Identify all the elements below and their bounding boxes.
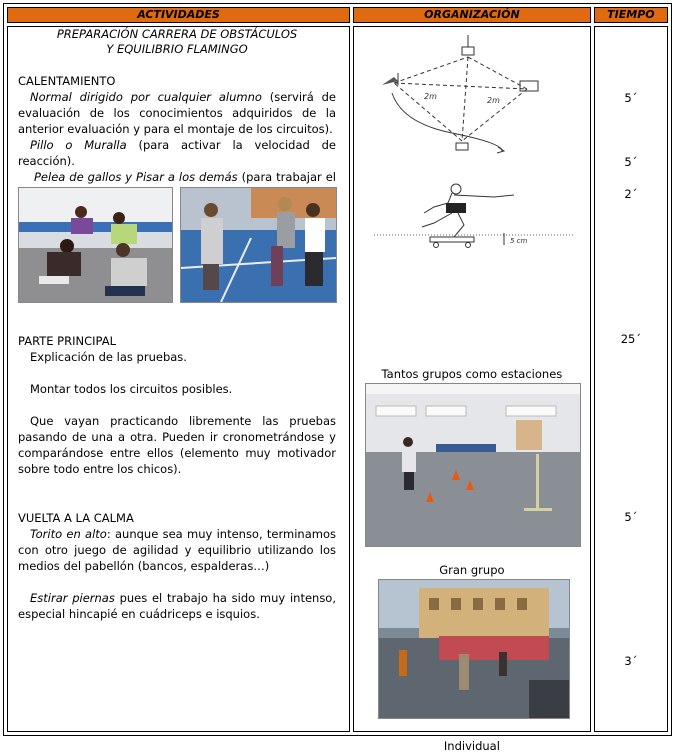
time-value: 2´ xyxy=(624,187,638,201)
time-value: 5´ xyxy=(624,510,638,524)
session-title xyxy=(8,27,346,57)
cooldown-item-1-text: : aunque sea muy intenso, terminamos con otro juego de agilidad y equilibrio utilizando los medios del pabellón (bancos, espalderas…) xyxy=(18,527,336,573)
warmup-heading: CALENTAMIENTO xyxy=(18,74,116,88)
warmup-item-1-text: (servirá de evaluación de los conocimientos adquiridos de la anterior evaluación y para el montaje de los circuitos). xyxy=(18,90,336,136)
main-heading: PARTE PRINCIPAL xyxy=(18,334,116,348)
photo-gym-stations xyxy=(365,383,581,547)
cooldown-item-2-name: Estirar piernas xyxy=(30,591,115,605)
header-organization: ORGANIZACIÓN xyxy=(353,7,591,23)
main-paragraph-1: Explicación de las pruebas. xyxy=(30,350,187,364)
main-section xyxy=(18,333,336,477)
cooldown-section xyxy=(18,510,336,622)
main-paragraph-3: Que vayan practicando libremente las pruebas pasando de una a otra. Pueden ir cronometrándose y comparándose entre ellos (elemento muy motivador sobre todo entre los chicos). xyxy=(18,414,336,476)
diagram-label-left: 2m xyxy=(424,92,437,101)
cooldown-item-1 xyxy=(18,526,336,574)
field-diagram xyxy=(362,33,582,163)
organization-cell xyxy=(353,26,591,753)
caption-stations: Tantos grupos como estaciones xyxy=(381,367,563,381)
time-value: 3´ xyxy=(624,654,638,668)
cooldown-item-2-text: pues el trabajo ha sido muy intenso, especial hincapié en cuádriceps e isquios. xyxy=(18,591,337,621)
warmup-item-3-name: Pelea de gallos y Pisar a los demás xyxy=(34,170,238,184)
warmup-item-3-text: (para trabajar el xyxy=(241,170,336,184)
activities-cell xyxy=(7,26,350,732)
time-value: 5´ xyxy=(624,155,638,169)
cooldown-heading: VUELTA A LA CALMA xyxy=(18,511,134,525)
lesson-plan-table xyxy=(3,3,672,753)
warmup-item-2-name: Pillo o Muralla xyxy=(30,138,127,152)
caption-individual: Individual xyxy=(443,739,500,753)
header-time: TIEMPO xyxy=(594,7,668,23)
time-value: 25´ xyxy=(620,332,642,346)
session-title-line2: Y EQUILIBRIO FLAMINGO xyxy=(106,42,248,56)
photo-rooster-fight xyxy=(18,187,173,303)
photo-stepping-game xyxy=(180,187,337,303)
caption-large-group: Gran grupo xyxy=(439,563,505,577)
flamingo-balance-diagram xyxy=(374,183,574,255)
time-cell xyxy=(594,26,668,732)
warmup-item-2 xyxy=(18,137,336,169)
warmup-item-1 xyxy=(18,89,336,137)
flamingo-label: 5 cm xyxy=(510,237,528,245)
photo-outdoor-group xyxy=(378,579,570,719)
header-activities: ACTIVIDADES xyxy=(7,7,350,23)
cooldown-item-1-name: Torito en alto xyxy=(30,527,107,541)
diagram-label-right: 2m xyxy=(487,96,500,105)
main-paragraph-2: Montar todos los circuitos posibles. xyxy=(30,382,233,396)
session-title-line1: PREPARACIÓN CARRERA DE OBSTÁCULOS xyxy=(56,27,298,41)
warmup-item-1-name: Normal dirigido por cualquier alumno xyxy=(30,90,262,104)
cooldown-item-2 xyxy=(18,590,336,622)
warmup-item-2-text: (para activar la velocidad de reacción). xyxy=(18,138,337,168)
warmup-section xyxy=(18,73,336,201)
time-value: 5´ xyxy=(624,91,638,105)
